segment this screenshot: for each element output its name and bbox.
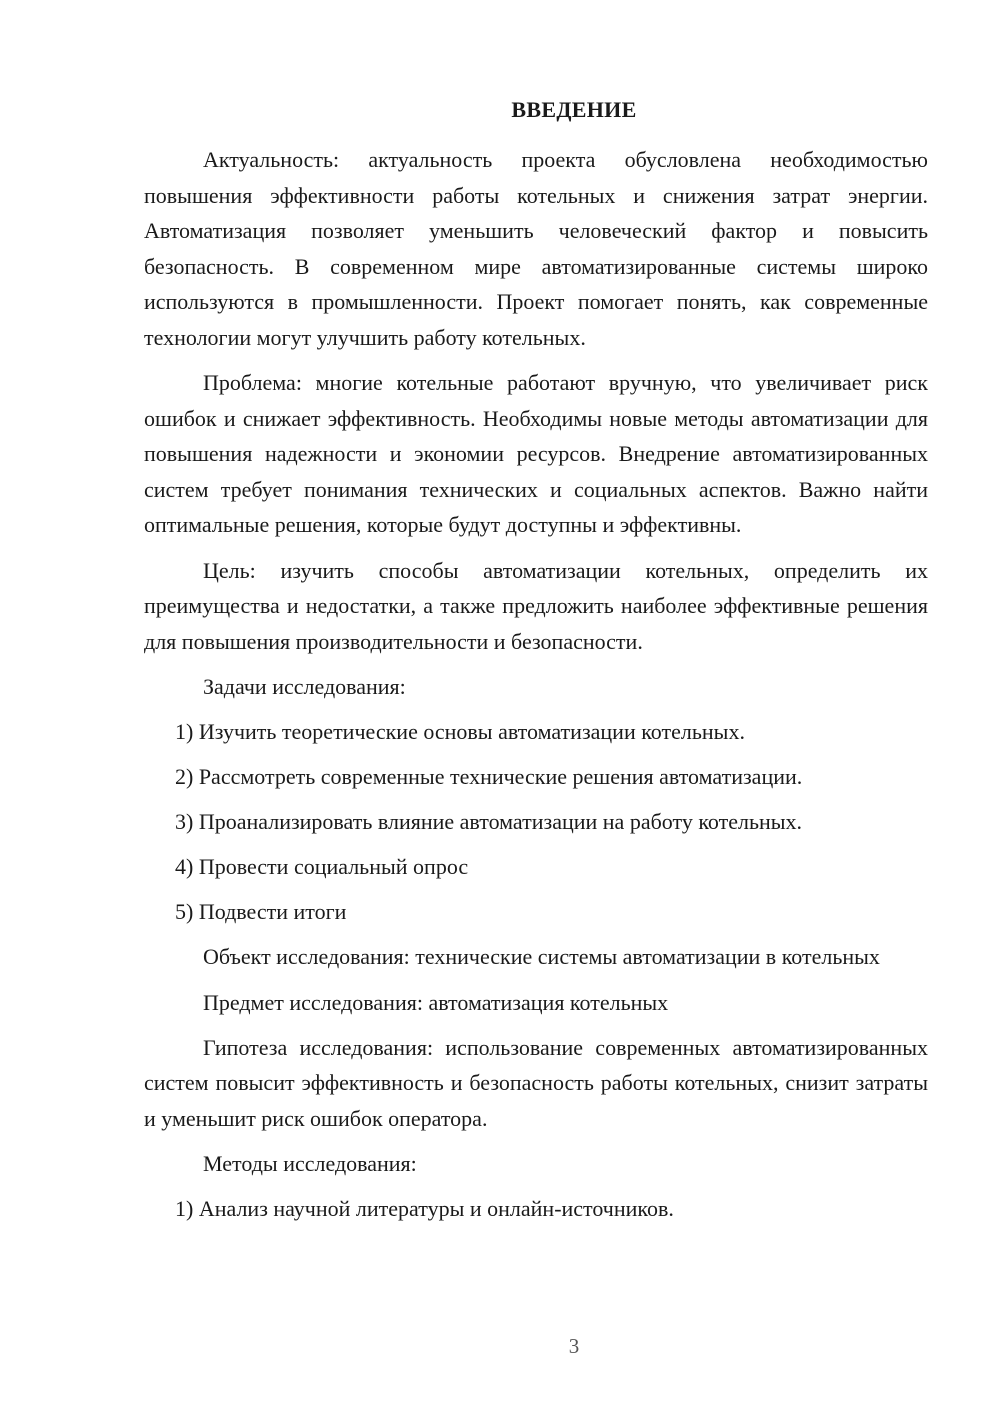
document-page	[144, 0, 928, 1414]
object-paragraph: Объект исследования: технические системы автоматизации в котельных	[203, 944, 880, 969]
hypothesis-paragraph: Гипотеза исследования: использование современных автоматизированных систем повысит эффективность и безопасность работы котельных, снизит затраты и уменьшит риск ошибок оператора.	[144, 1034, 928, 1131]
page-title: ВВЕДЕНИЕ	[511, 97, 637, 122]
page-content	[144, 142, 928, 1236]
method-item: 1) Анализ научной литературы и онлайн-источников.	[175, 1196, 674, 1221]
problem-paragraph: Проблема: многие котельные работают вручную, что увеличивает риск ошибок и снижает эффективность. Необходимы новые методы автоматизации для повышения надежности и экономии ресурсов. Внедрение автоматизированных систем требует понимания технических и социальных аспектов. Важно найти оптимальные решения, которые будут доступны и эффективны.	[144, 370, 928, 537]
page-number: 3	[568, 1334, 580, 1358]
goal-paragraph: Цель: изучить способы автоматизации котельных, определить их преимущества и недостатки, а также предложить наиболее эффективные решения для повышения производительности и безопасности.	[144, 557, 928, 654]
task-item: 4) Провести социальный опрос	[175, 854, 469, 879]
task-item: 2) Рассмотреть современные технические решения автоматизации.	[175, 764, 803, 789]
subject-paragraph: Предмет исследования: автоматизация котельных	[203, 989, 669, 1015]
tasks-heading: Задачи исследования:	[203, 674, 406, 699]
methods-heading: Методы исследования:	[203, 1151, 417, 1176]
task-item: 3) Проанализировать влияние автоматизации на работу котельных.	[175, 809, 803, 834]
task-item: 1) Изучить теоретические основы автоматизации котельных.	[175, 719, 745, 744]
task-item: 5) Подвести итоги	[175, 899, 347, 924]
relevance-paragraph: Актуальность: актуальность проекта обусловлена необходимостью повышения эффективности работы котельных и снижения затрат энергии. Автоматизация позволяет уменьшить человеческий фактор и повысить безопасность. В современном мире автоматизированные системы широко используются в промышленности. Проект помогает понять, как современные технологии могут улучшить работу котельных.	[144, 147, 928, 350]
